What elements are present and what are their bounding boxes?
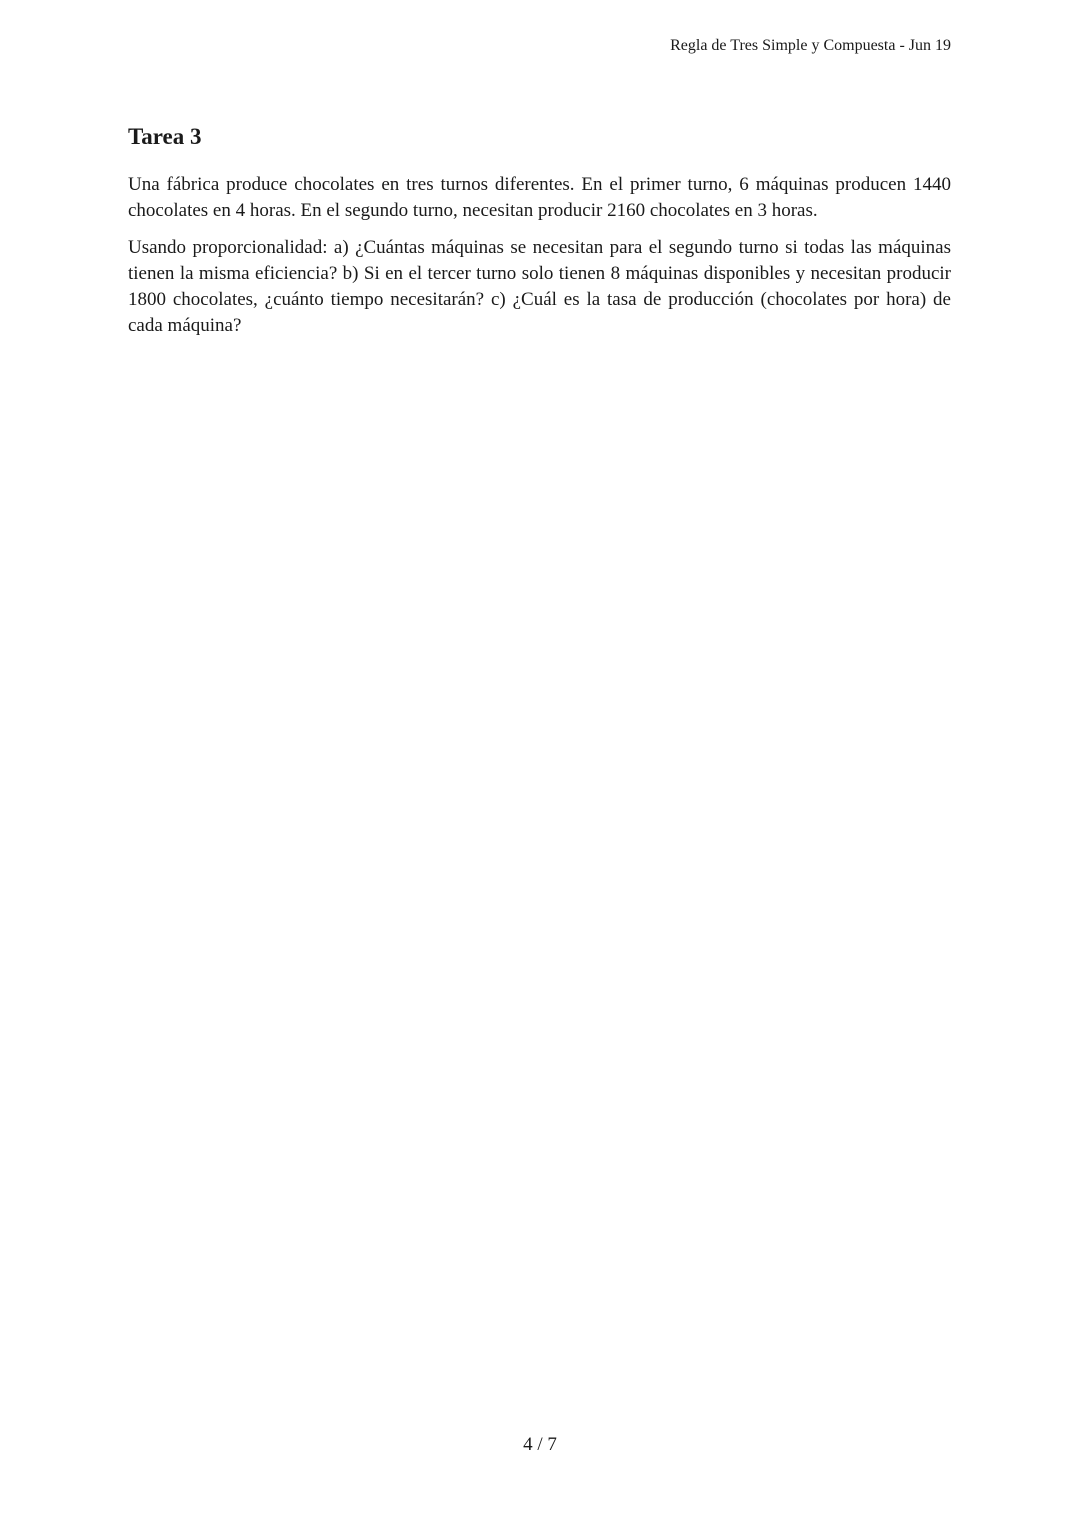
running-header: Regla de Tres Simple y Compuesta - Jun 19 bbox=[670, 37, 951, 54]
page-number: 4 / 7 bbox=[523, 1434, 557, 1455]
questions-paragraph: Usando proporcionalidad: a) ¿Cuántas máquinas se necesitan para el segundo turno si todas las máquinas tienen la misma eficiencia? b) Si en el tercer turno solo tienen 8 máquinas disponibles y necesitan producir 1800 chocolates, ¿cuánto tiempo necesitarán? c) ¿Cuál es la tasa de producción (chocolates por hora) de cada máquina? bbox=[128, 237, 951, 336]
task-title: Tarea 3 bbox=[128, 124, 202, 149]
task-body bbox=[128, 172, 951, 350]
problem-statement-paragraph: Una fábrica produce chocolates en tres turnos diferentes. En el primer turno, 6 máquinas producen 1440 chocolates en 4 horas. En el segundo turno, necesitan producir 2160 chocolates en 3 horas. bbox=[128, 174, 951, 221]
